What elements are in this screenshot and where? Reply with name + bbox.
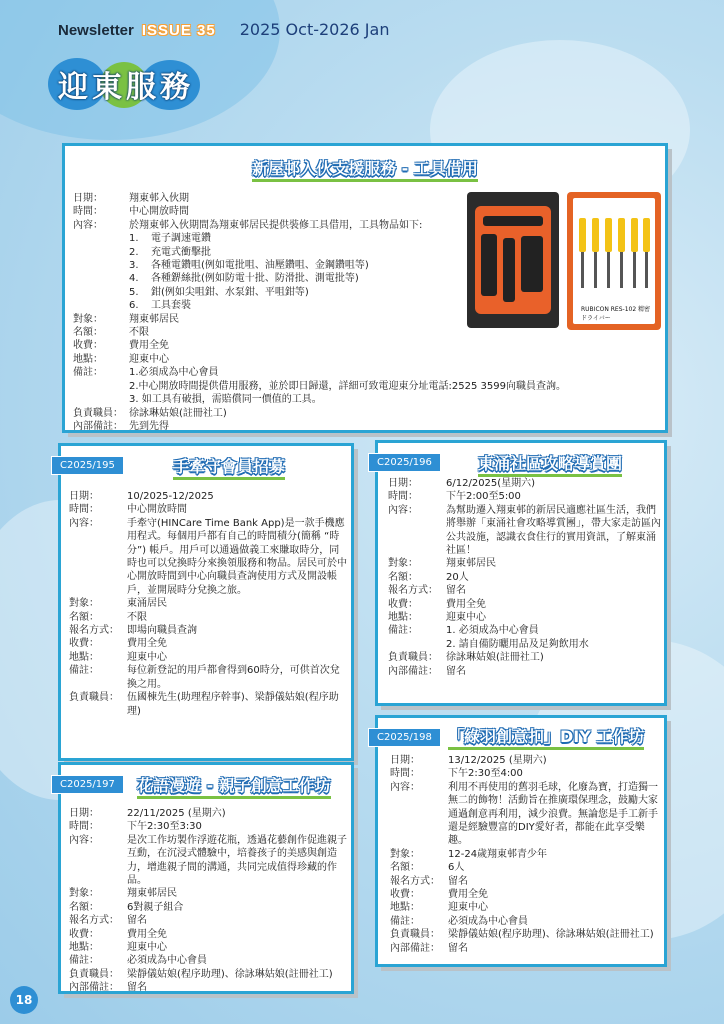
detail-row: [388, 651, 664, 664]
detail-value: 迎東中心: [446, 612, 486, 624]
detail-value: 費用全免: [129, 340, 169, 352]
tool-loan-card: [62, 143, 668, 433]
detail-row: [69, 651, 347, 664]
detail-row: [388, 598, 664, 611]
detail-row: [69, 807, 353, 820]
event-code: C2025/196: [368, 453, 441, 472]
event-card-c2025-198: [375, 715, 667, 967]
detail-row: [390, 942, 662, 955]
card-details: [69, 807, 353, 995]
detail-row: [388, 504, 664, 558]
card-title: 手牽守會員招募: [173, 454, 285, 477]
detail-value: 1.必須成為中心會員: [129, 367, 219, 379]
detail-label: 時間：: [69, 821, 99, 833]
detail-row: [390, 928, 662, 941]
detail-label: 報名方式：: [69, 625, 119, 637]
detail-row: [73, 353, 653, 366]
tool-list-item: [73, 232, 653, 245]
detail-label: 日期：: [69, 808, 99, 819]
detail-value: 留名: [448, 942, 468, 954]
detail-label: 內容：: [390, 781, 420, 793]
detail-label: 對象：: [388, 558, 418, 570]
tool-list-item: [73, 286, 653, 299]
tool-name: 電子調速電鑽: [151, 233, 211, 245]
detail-label: 對象：: [390, 848, 420, 860]
detail-label: 地點：: [69, 942, 99, 954]
detail-label: 負責職員：: [388, 652, 438, 664]
detail-label: 日期：: [69, 491, 99, 502]
toolbox-photo: [467, 192, 559, 328]
detail-row: [73, 192, 653, 205]
detail-row: [69, 691, 347, 718]
tool-number: 4.: [129, 273, 139, 285]
card-details: [69, 490, 347, 718]
detail-label: [73, 393, 129, 406]
tool-number: 1.: [129, 233, 139, 245]
detail-label: 收費：: [69, 928, 99, 940]
detail-row: [69, 914, 353, 927]
detail-label: 名額：: [69, 901, 99, 913]
detail-value: 1. 必須成為中心會員: [446, 625, 539, 637]
detail-value: 13/12/2025 (星期六): [448, 755, 547, 766]
detail-value: 梁靜儀姑娘(程序助理)、徐詠琳姑娘(註冊社工): [448, 929, 654, 941]
detail-value: 6人: [448, 862, 465, 874]
detail-label: 報名方式：: [388, 585, 438, 597]
detail-row: [69, 928, 353, 941]
detail-label: 內部備註：: [388, 665, 438, 677]
detail-value: 伍國棟先生(助理程序幹事)、梁靜儀姑娘(程序助理): [127, 692, 339, 717]
detail-label: 時間：: [69, 504, 99, 516]
event-code: C2025/195: [51, 456, 124, 475]
detail-label: 內部備註：: [390, 942, 440, 954]
detail-value: 東涌居民: [127, 598, 167, 610]
detail-value: 迎東中心: [127, 942, 167, 954]
tool-number: 3.: [129, 260, 139, 272]
detail-row: [388, 638, 664, 651]
detail-label: 地點：: [69, 651, 99, 663]
card-title: 「綠羽創意扣」DIY 工作坊: [448, 724, 644, 747]
detail-value: 翔東邨居民: [127, 888, 177, 900]
detail-row: [388, 611, 664, 624]
detail-label: 收費：: [390, 889, 420, 901]
detail-label: 時間：: [388, 491, 418, 503]
detail-label: 報名方式：: [69, 915, 119, 927]
detail-row: [73, 366, 653, 379]
card-details: [388, 477, 664, 678]
detail-value: 6對親子組合: [127, 901, 184, 913]
detail-label: 時間：: [73, 206, 103, 218]
detail-row: [388, 571, 664, 584]
detail-label: 備註：: [73, 367, 103, 379]
detail-label: 日期：: [73, 193, 103, 204]
detail-value: 10/2025-12/2025: [127, 491, 214, 502]
detail-label: 內容：: [69, 834, 99, 846]
detail-value: 中心開放時間: [127, 504, 187, 516]
detail-value: 徐詠琳姑娘(註冊社工): [446, 652, 544, 664]
detail-row: [388, 624, 664, 637]
detail-row: [390, 901, 662, 914]
detail-label: 名額：: [73, 327, 103, 339]
detail-row: [73, 380, 653, 393]
detail-label: 日期：: [390, 755, 420, 766]
tool-name: 各種電鑽咀(例如電批咀、油壓鑽咀、金鋼鑽咀等): [151, 260, 369, 272]
detail-row: [69, 968, 353, 981]
detail-row: [69, 624, 347, 637]
detail-label: 對象：: [69, 598, 99, 610]
tool-number: 6.: [129, 300, 139, 312]
detail-value: 徐詠琳姑娘(註冊社工): [129, 407, 227, 419]
issue-label: ISSUE 35: [141, 22, 216, 39]
detail-row: [69, 820, 353, 833]
detail-row: [73, 420, 653, 433]
issue-period: 2025 Oct-2026 Jan: [239, 20, 390, 39]
detail-value: 留名: [446, 665, 466, 677]
detail-label: 內容：: [388, 504, 418, 516]
detail-label: 地點：: [390, 902, 420, 914]
detail-value: 為幫助遷入翔東邨的新居民適應社區生活，我們將舉辦「東涌社會攻略導賞團」，帶大家走訪區內公共設施，認識衣食住行的實用資訊，了解東涌社區！: [446, 504, 661, 557]
detail-value: 不限: [129, 327, 149, 339]
detail-value: 於翔東邨入伙期間為翔東邨居民提供裝修工具借用，工具物品如下:: [129, 219, 423, 231]
detail-value: 下午2:00至5:00: [446, 491, 521, 503]
detail-label: 負責職員：: [390, 929, 440, 941]
detail-value: 留名: [127, 915, 147, 927]
section-title: [48, 56, 194, 112]
card-title: 花語漫遊 - 親子創意工作坊: [137, 773, 331, 796]
detail-row: [390, 848, 662, 861]
detail-value: 2.中心開放時間提供借用服務，並於即日歸還，詳細可致電迎東分址電話:2525 3599向職員查詢。: [129, 380, 566, 392]
tool-list-item: [73, 299, 653, 312]
detail-value: 留名: [446, 585, 466, 597]
detail-row: [69, 664, 347, 691]
detail-value: 費用全免: [127, 638, 167, 650]
event-code: C2025/198: [368, 728, 441, 747]
detail-row: [69, 611, 347, 624]
detail-value: 費用全免: [448, 889, 488, 901]
detail-label: 對象：: [73, 313, 103, 325]
detail-value: 每位新登記的用戶都會得到60時分，可供首次兌換之用。: [127, 665, 340, 690]
detail-label: 備註：: [388, 625, 418, 637]
detail-label: 對象：: [69, 888, 99, 900]
detail-label: 時間：: [390, 768, 420, 780]
detail-value: 費用全免: [446, 598, 486, 610]
detail-value: 3. 如工具有破損，需賠償同一價值的工具。: [129, 394, 322, 406]
detail-value: 留名: [448, 875, 468, 887]
detail-value: 20人: [446, 571, 469, 583]
detail-label: 內容：: [73, 219, 103, 231]
card-details: [73, 192, 653, 433]
event-card-c2025-197: [58, 762, 354, 994]
tool-list-item: [73, 246, 653, 259]
newsletter-label: Newsletter: [58, 22, 134, 39]
screwdriver-set-photo: [567, 192, 661, 330]
detail-value: 是次工作坊製作浮遊花瓶，透過花藝創作促進親子互動，在沉浸式體驗中，培養孩子的美感與創造力，增進親子間的溝通，共同完成值得珍藏的作品。: [127, 834, 347, 887]
detail-row: [73, 407, 653, 420]
detail-value: 即場向職員查詢: [127, 625, 197, 637]
detail-value: 翔東邨居民: [446, 558, 496, 570]
detail-row: [390, 754, 662, 767]
detail-label: 備註：: [69, 665, 99, 677]
event-code: C2025/197: [51, 775, 124, 794]
detail-row: [390, 888, 662, 901]
event-card-c2025-196: [375, 440, 667, 706]
detail-value: 迎東中心: [448, 902, 488, 914]
detail-label: [388, 638, 446, 651]
detail-label: 內容：: [69, 517, 99, 529]
tool-name: 各種鎅絲批(例如防電十批、防滑批、測電批等): [151, 273, 359, 285]
detail-row: [73, 313, 653, 326]
card-title: 東涌社區攻略導賞團: [478, 451, 622, 474]
detail-label: 備註：: [69, 955, 99, 967]
detail-value: 費用全免: [127, 928, 167, 940]
tool-number: 5.: [129, 286, 139, 298]
detail-value: 下午2:30至4:00: [448, 768, 523, 780]
detail-value: 6/12/2025(星期六): [446, 478, 536, 489]
detail-value: 必須成為中心會員: [127, 955, 207, 967]
detail-label: 報名方式：: [390, 875, 440, 887]
detail-label: 日期：: [388, 478, 418, 489]
detail-row: [390, 915, 662, 928]
detail-row: [73, 393, 653, 406]
detail-row: [69, 490, 347, 503]
detail-value: 中心開放時間: [129, 206, 189, 218]
detail-label: [73, 380, 129, 393]
detail-value: 22/11/2025 (星期六): [127, 808, 226, 819]
detail-label: 名額：: [390, 862, 420, 874]
detail-row: [69, 517, 347, 597]
detail-row: [388, 490, 664, 503]
detail-row: [388, 557, 664, 570]
detail-row: [73, 326, 653, 339]
newsletter-header: [58, 20, 389, 39]
detail-row: [69, 597, 347, 610]
detail-label: 負責職員：: [69, 692, 119, 704]
detail-value: 必須成為中心會員: [448, 915, 528, 927]
detail-row: [390, 767, 662, 780]
detail-label: 負責職員：: [73, 407, 123, 419]
detail-value: 利用不再使用的舊羽毛球，化廢為寶，打造獨一無二的飾物！活動旨在推廣環保理念，鼓勵大家通過創意再利用，減少浪費。無論您是手工新手還是經驗豐富的DIY愛好者，都能在此享受樂趣。: [448, 781, 658, 847]
detail-label: 負責職員：: [69, 968, 119, 980]
detail-label: 內部備註：: [69, 982, 119, 994]
detail-row: [388, 477, 664, 490]
detail-label: 備註：: [390, 915, 420, 927]
page-number: 18: [10, 986, 38, 1014]
detail-row: [69, 941, 353, 954]
card-details: [390, 754, 662, 955]
detail-row: [390, 875, 662, 888]
detail-row: [73, 339, 653, 352]
event-card-c2025-195: [58, 443, 354, 761]
detail-row: [390, 861, 662, 874]
detail-value: 12-24歲翔東邨青少年: [448, 848, 548, 860]
detail-label: 收費：: [73, 340, 103, 352]
detail-row: [69, 981, 353, 994]
tool-list-item: [73, 272, 653, 285]
detail-value: 不限: [127, 611, 147, 623]
detail-value: 翔東邨入伙期: [129, 193, 189, 204]
detail-row: [69, 887, 353, 900]
detail-value: 2. 請自備防曬用品及足夠飲用水: [446, 638, 589, 650]
detail-value: 翔東邨居民: [129, 313, 179, 325]
detail-row: [69, 637, 347, 650]
tool-name: 工具套裝: [151, 300, 191, 312]
detail-row: [69, 954, 353, 967]
detail-row: [388, 665, 664, 678]
detail-value: 留名: [127, 982, 147, 994]
detail-label: 名額：: [388, 571, 418, 583]
detail-value: 下午2:30至3:30: [127, 821, 202, 833]
tool-number: 2.: [129, 246, 139, 258]
detail-row: [69, 503, 347, 516]
detail-row: [69, 834, 353, 888]
tool-name: 鉗(例如尖咀鉗、水泵鉗、平咀鉗等): [151, 286, 309, 298]
detail-row: [73, 205, 653, 218]
tool-list-item: [73, 259, 653, 272]
detail-row: [390, 781, 662, 848]
detail-label: 收費：: [388, 598, 418, 610]
detail-label: 收費：: [69, 638, 99, 650]
tool-name: 充電式衝擊批: [151, 246, 211, 258]
detail-value: 手牽守(HINCare Time Bank App)是一款手機應用程式。每個用戶都有自己的時間積分(簡稱 “時分”) 帳戶。用戶可以通過做義工來賺取時分，同時也可以兌換時分來換領服務和物品。居民可於中心開放時間到中心向職員查詢使用方式及開設帳戶，並開展時分兌換之旅。: [127, 517, 347, 596]
detail-label: 地點：: [388, 612, 418, 624]
section-title-text: 迎東服務: [58, 70, 194, 105]
detail-value: 迎東中心: [129, 353, 169, 365]
detail-row: [73, 219, 653, 232]
product-label: RUBICON RES-102 精密ドライバー: [581, 306, 651, 322]
detail-row: [69, 901, 353, 914]
detail-value: 梁靜儀姑娘(程序助理)、徐詠琳姑娘(註冊社工): [127, 968, 333, 980]
detail-label: 名額：: [69, 611, 99, 623]
detail-label: 內部備註：: [73, 420, 123, 432]
detail-label: 地點：: [73, 353, 103, 365]
detail-value: 迎東中心: [127, 651, 167, 663]
detail-row: [388, 584, 664, 597]
card-title: 新屋邨入伙支援服務 - 工具借用: [65, 156, 665, 179]
detail-value: 先到先得: [129, 420, 169, 432]
